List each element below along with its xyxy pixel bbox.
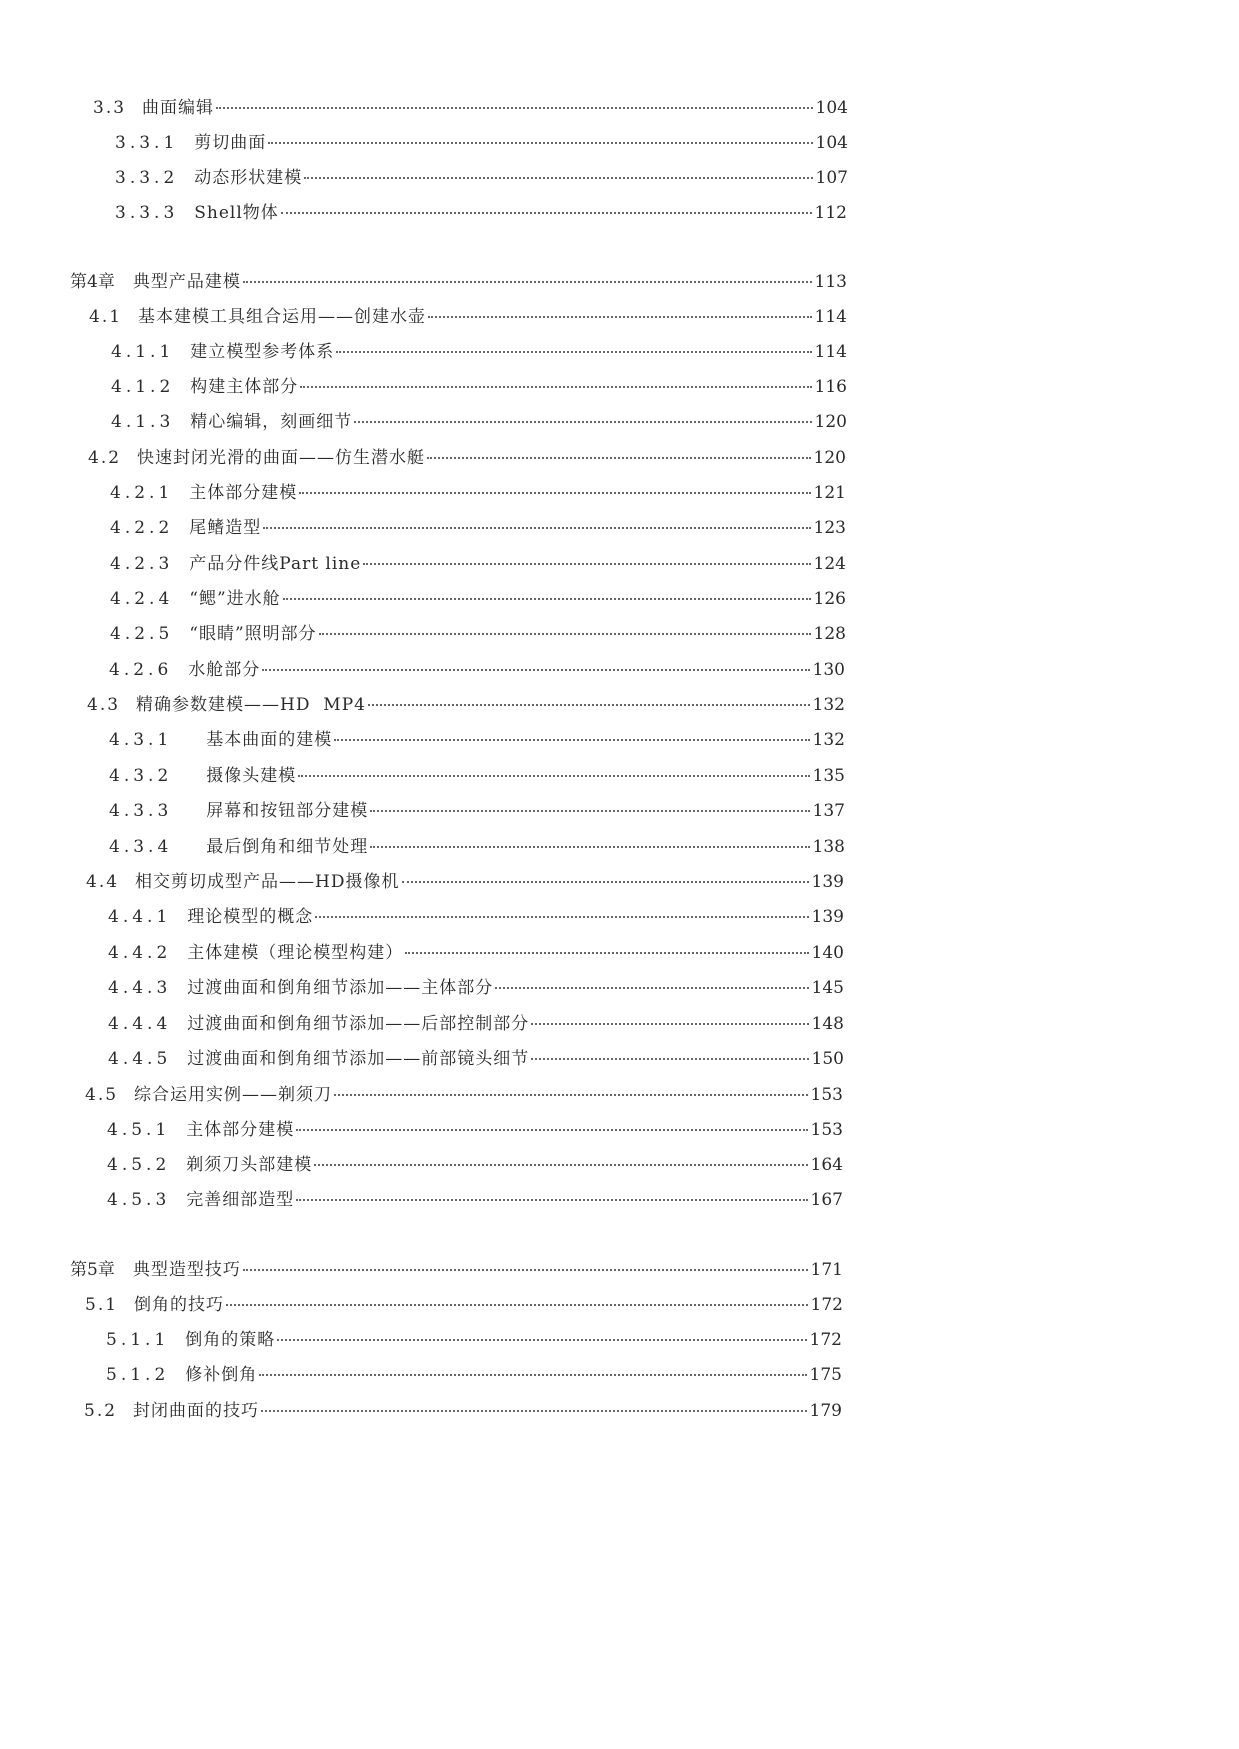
toc-entry	[93, 96, 848, 120]
toc-entry-page: 132	[812, 730, 845, 750]
toc-entry-number: 3.3	[93, 98, 127, 118]
toc-entry-page: 172	[809, 1330, 842, 1350]
toc-entry	[70, 270, 847, 294]
toc-entry	[70, 1258, 843, 1282]
toc-entry-title: “眼睛”照明部分	[189, 624, 317, 644]
dot-leader	[531, 1058, 808, 1060]
toc-entry-page: 137	[812, 801, 845, 821]
toc-entry-page: 116	[814, 377, 847, 397]
toc-entry-number: 第4章	[70, 272, 115, 292]
dot-leader	[427, 457, 811, 459]
toc-entry-title: 摄像头建模	[206, 766, 297, 786]
toc-entry-page: 179	[809, 1401, 842, 1421]
toc-entry-number: 4.2.6	[109, 660, 173, 680]
toc-entry-number: 4.3.4	[109, 837, 173, 857]
toc-entry-number: 4.5.2	[107, 1155, 171, 1175]
toc-entry	[109, 728, 845, 752]
dot-leader	[268, 142, 812, 144]
toc-entry-title: 过渡曲面和倒角细节添加——后部控制部分	[187, 1014, 530, 1034]
toc-entry-title: Shell物体	[194, 203, 279, 223]
toc-entry-page: 153	[810, 1085, 843, 1105]
toc-entry-page: 107	[815, 168, 848, 188]
toc-entry-page: 114	[814, 342, 847, 362]
toc-entry-page: 150	[811, 1049, 844, 1069]
dot-leader	[243, 1269, 808, 1271]
toc-entry-title: 快速封闭光滑的曲面——仿生潜水艇	[137, 448, 426, 468]
toc-entry-number: 3.3.2	[115, 168, 179, 188]
toc-entry-page: 128	[813, 624, 846, 644]
toc-entry	[84, 1399, 842, 1423]
toc-entry-title: 主体部分建模	[189, 483, 298, 503]
dot-leader	[298, 775, 809, 777]
toc-entry-title: 剃须刀头部建模	[186, 1155, 313, 1175]
toc-entry-number: 4.5.3	[107, 1190, 171, 1210]
toc-entry-title: 曲面编辑	[142, 98, 215, 118]
toc-entry-page: 167	[810, 1190, 843, 1210]
toc-entry-number: 4.2.3	[110, 554, 174, 574]
toc-entry-page: 139	[811, 872, 844, 892]
dot-leader	[262, 669, 809, 671]
toc-entry-page: 148	[811, 1014, 844, 1034]
toc-entry	[108, 976, 844, 1000]
dot-leader	[405, 952, 808, 954]
toc-entry-number: 4.3.3	[109, 801, 173, 821]
toc-entry-page: 130	[812, 660, 845, 680]
toc-entry-page: 114	[814, 307, 847, 327]
toc-entry-title: 动态形状建模	[194, 168, 303, 188]
toc-entry-number: 4.4.3	[108, 978, 172, 998]
toc-entry-title: 典型产品建模	[132, 272, 241, 292]
toc-entry-page: 175	[809, 1365, 842, 1385]
toc-entry-title: 典型造型技巧	[132, 1260, 241, 1280]
toc-entry-page: 138	[812, 837, 845, 857]
dot-leader	[314, 1164, 807, 1166]
toc-entry-page: 123	[813, 518, 846, 538]
toc-entry	[110, 481, 846, 505]
toc-entry	[110, 587, 846, 611]
toc-entry-title: 剪切曲面	[194, 133, 267, 153]
toc-entry-page: 139	[811, 907, 844, 927]
toc-entry-title: 基本建模工具组合运用——创建水壶	[138, 307, 427, 327]
toc-entry	[109, 799, 845, 823]
toc-entry	[86, 870, 844, 894]
toc-entry-number: 4.3	[87, 695, 121, 715]
toc-entry-title: 产品分件线Part line	[189, 554, 362, 574]
toc-entry	[108, 1012, 844, 1036]
toc-entry-page: 121	[813, 483, 846, 503]
toc-entry-title: 修补倒角	[185, 1365, 258, 1385]
dot-leader	[428, 316, 812, 318]
toc-entry	[109, 764, 845, 788]
toc-entry	[115, 201, 847, 225]
toc-entry	[85, 1083, 843, 1107]
toc-entry	[110, 622, 846, 646]
toc-entry-title: 倒角的技巧	[134, 1295, 225, 1315]
toc-entry	[108, 1047, 844, 1071]
dot-leader	[334, 739, 809, 741]
dot-leader	[226, 1304, 808, 1306]
toc-entry	[85, 1293, 843, 1317]
dot-leader	[299, 492, 810, 494]
dot-leader	[354, 421, 811, 423]
toc-entry-page: 104	[815, 133, 848, 153]
toc-entry-number: 4.5	[85, 1085, 119, 1105]
toc-entry-number: 5.1	[85, 1295, 119, 1315]
toc-entry-page: 145	[811, 978, 844, 998]
toc-entry-number: 4.1.3	[111, 412, 175, 432]
dot-leader	[259, 1374, 806, 1376]
toc-entry-number: 第5章	[70, 1260, 115, 1280]
toc-entry	[110, 516, 846, 540]
toc-entry	[107, 1188, 843, 1212]
toc-entry	[107, 1118, 843, 1142]
toc-entry-number: 4.3.2	[109, 766, 173, 786]
dot-leader	[495, 987, 808, 989]
toc-entry-number: 4.1	[89, 307, 123, 327]
dot-leader	[334, 1094, 808, 1096]
toc-entry-page: 120	[813, 448, 846, 468]
toc-entry-number: 4.1.2	[111, 377, 175, 397]
toc-entry-number: 3.3.1	[115, 133, 179, 153]
dot-leader	[336, 351, 811, 353]
dot-leader	[370, 846, 809, 848]
dot-leader	[531, 1023, 808, 1025]
toc-entry-title: 最后倒角和细节处理	[206, 837, 369, 857]
toc-entry-title: 理论模型的概念	[187, 907, 314, 927]
dot-leader	[319, 633, 811, 635]
toc-entry	[111, 410, 847, 434]
dot-leader	[281, 212, 812, 214]
dot-leader	[363, 563, 810, 565]
toc-entry-number: 4.5.1	[107, 1120, 171, 1140]
toc-entry-number: 4.3.1	[109, 730, 173, 750]
toc-entry-title: “鳃”进水舱	[189, 589, 281, 609]
toc-entry-number: 4.2.5	[110, 624, 174, 644]
toc-entry-page: 124	[813, 554, 846, 574]
dot-leader	[261, 1410, 807, 1412]
toc-entry-number: 5.2	[84, 1401, 118, 1421]
toc-entry-number: 4.2.1	[110, 483, 174, 503]
dot-leader	[370, 810, 809, 812]
toc-entry-title: 过渡曲面和倒角细节添加——主体部分	[187, 978, 494, 998]
toc-entry-page: 153	[810, 1120, 843, 1140]
toc-entry-number: 4.2	[88, 448, 122, 468]
toc-entry	[111, 340, 847, 364]
toc-entry-title: 建立模型参考体系	[190, 342, 335, 362]
toc-entry	[108, 905, 844, 929]
toc-entry-number: 5.1.1	[106, 1330, 170, 1350]
dot-leader	[300, 386, 811, 388]
toc-entry-number: 4.4.5	[108, 1049, 172, 1069]
toc-entry-number: 4.4.4	[108, 1014, 172, 1034]
dot-leader	[243, 281, 812, 283]
toc-entry-page: 135	[812, 766, 845, 786]
toc-entry-page: 120	[814, 412, 847, 432]
toc-entry-title: 基本曲面的建模	[206, 730, 333, 750]
toc-entry-title: 综合运用实例——剃须刀	[134, 1085, 333, 1105]
toc-entry	[88, 446, 846, 470]
toc-entry-title: 过渡曲面和倒角细节添加——前部镜头细节	[187, 1049, 530, 1069]
toc-entry-title: 封闭曲面的技巧	[133, 1401, 260, 1421]
dot-leader	[296, 1129, 807, 1131]
toc-entry-title: 尾鳍造型	[189, 518, 262, 538]
toc-entry	[111, 375, 847, 399]
dot-leader	[368, 704, 810, 706]
toc-entry-page: 140	[811, 943, 844, 963]
toc-entry-title: 精确参数建模——HD MP4	[136, 695, 366, 715]
toc-entry-number: 4.1.1	[111, 342, 175, 362]
dot-leader	[296, 1199, 807, 1201]
dot-leader	[304, 177, 812, 179]
toc-entry-number: 4.2.2	[110, 518, 174, 538]
toc-entry-title: 精心编辑，刻画细节	[190, 412, 353, 432]
toc-entry-number: 3.3.3	[115, 203, 179, 223]
toc-entry-page: 164	[810, 1155, 843, 1175]
dot-leader	[216, 107, 813, 109]
toc-entry	[107, 1153, 843, 1177]
toc-entry-page: 171	[810, 1260, 843, 1280]
dot-leader	[402, 881, 809, 883]
dot-leader	[315, 916, 808, 918]
toc-entry-page: 112	[814, 203, 847, 223]
toc-entry	[110, 552, 846, 576]
dot-leader	[263, 527, 810, 529]
toc-entry-page: 104	[815, 98, 848, 118]
toc-entry-title: 屏幕和按钮部分建模	[206, 801, 369, 821]
toc-entry-page: 172	[810, 1295, 843, 1315]
toc-entry-title: 构建主体部分	[190, 377, 299, 397]
toc-entry-title: 水舱部分	[188, 660, 261, 680]
dot-leader	[277, 1339, 806, 1341]
dot-leader	[283, 598, 811, 600]
toc-entry-number: 4.2.4	[110, 589, 174, 609]
toc-entry-page: 126	[813, 589, 846, 609]
toc-entry	[89, 305, 847, 329]
toc-entry	[115, 131, 848, 155]
toc-entry-number: 4.4.1	[108, 907, 172, 927]
toc-entry	[115, 166, 848, 190]
toc-entry-title: 完善细部造型	[186, 1190, 295, 1210]
toc-entry-title: 相交剪切成型产品——HD摄像机	[135, 872, 400, 892]
toc-entry-number: 5.1.2	[106, 1365, 170, 1385]
toc-entry	[109, 835, 845, 859]
toc-entry-page: 113	[814, 272, 847, 292]
toc-entry-page: 132	[812, 695, 845, 715]
toc-entry	[87, 693, 845, 717]
toc-entry	[106, 1363, 842, 1387]
toc-entry-number: 4.4.2	[108, 943, 172, 963]
toc-entry-title: 主体建模（理论模型构建）	[187, 943, 404, 963]
toc-entry-title: 主体部分建模	[186, 1120, 295, 1140]
toc-entry	[109, 658, 845, 682]
toc-entry	[106, 1328, 842, 1352]
toc-entry	[108, 941, 844, 965]
toc-entry-number: 4.4	[86, 872, 120, 892]
toc-entry-title: 倒角的策略	[185, 1330, 276, 1350]
